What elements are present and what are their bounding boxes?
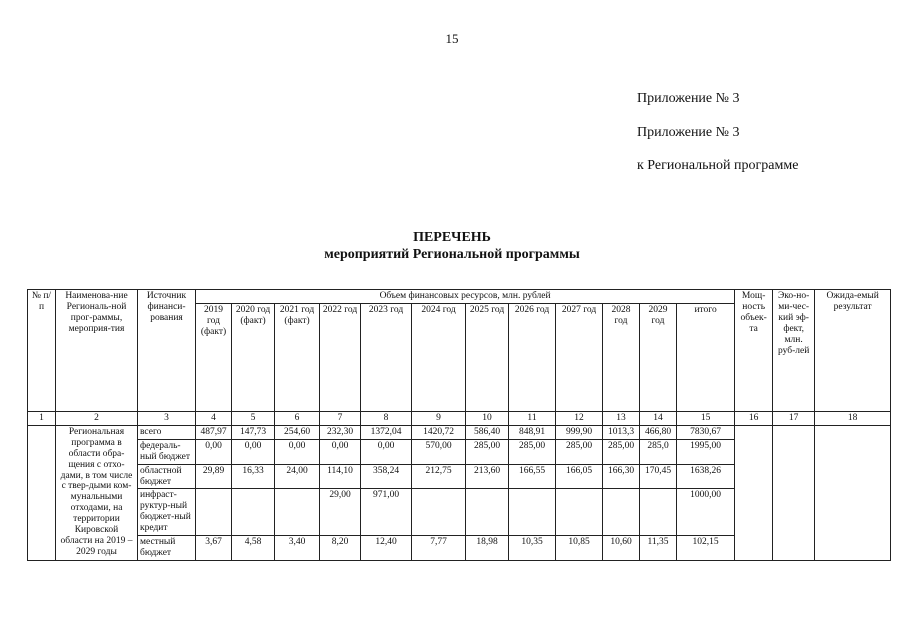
effect-cell <box>773 425 815 560</box>
year-value <box>640 489 677 536</box>
year-value: 3,67 <box>196 536 232 561</box>
header-total: итого <box>677 303 735 411</box>
column-number: 13 <box>603 411 640 425</box>
column-number: 3 <box>138 411 196 425</box>
column-number: 1 <box>28 411 56 425</box>
funding-source: областной бюджет <box>138 464 196 489</box>
column-number: 14 <box>640 411 677 425</box>
year-value: 24,00 <box>275 464 320 489</box>
header-year: 2028 год <box>603 303 640 411</box>
year-value: 166,30 <box>603 464 640 489</box>
year-value: 358,24 <box>361 464 412 489</box>
column-number: 6 <box>275 411 320 425</box>
year-value: 0,00 <box>232 439 275 464</box>
column-number: 7 <box>320 411 361 425</box>
column-number: 2 <box>56 411 138 425</box>
program-name: Региональная программа в области обра-щения с отхо-дами, в том числе с твер-дыми ком-мунальными отходами, на территории Кировской области на 2019 – 2029 годы <box>56 425 138 560</box>
year-value: 11,35 <box>640 536 677 561</box>
column-number: 10 <box>466 411 509 425</box>
year-value: 285,00 <box>466 439 509 464</box>
appendix-line-2: Приложение № 3 <box>637 125 740 140</box>
year-value: 147,73 <box>232 425 275 439</box>
year-value: 29,00 <box>320 489 361 536</box>
year-value: 166,55 <box>509 464 556 489</box>
year-value: 10,60 <box>603 536 640 561</box>
year-value: 1420,72 <box>412 425 466 439</box>
financing-table <box>27 289 891 561</box>
column-number: 17 <box>773 411 815 425</box>
appendix-line-1: Приложение № 3 <box>637 91 740 106</box>
header-capacity: Мощ-ность объек-та <box>735 290 773 412</box>
total-value: 1000,00 <box>677 489 735 536</box>
funding-source: федераль-ный бюджет <box>138 439 196 464</box>
total-value: 1995,00 <box>677 439 735 464</box>
year-value <box>466 489 509 536</box>
year-value <box>232 489 275 536</box>
year-value: 487,97 <box>196 425 232 439</box>
year-value: 999,90 <box>556 425 603 439</box>
page-number: 15 <box>445 31 459 46</box>
year-value <box>509 489 556 536</box>
year-value: 0,00 <box>320 439 361 464</box>
year-value: 3,40 <box>275 536 320 561</box>
column-number: 11 <box>509 411 556 425</box>
header-year: 2026 год <box>509 303 556 411</box>
funding-source: местный бюджет <box>138 536 196 561</box>
column-number: 12 <box>556 411 603 425</box>
header-year: 2025 год <box>466 303 509 411</box>
year-value: 4,58 <box>232 536 275 561</box>
year-value: 285,00 <box>556 439 603 464</box>
year-value: 848,91 <box>509 425 556 439</box>
year-value: 16,33 <box>232 464 275 489</box>
year-value: 0,00 <box>275 439 320 464</box>
year-value <box>196 489 232 536</box>
header-name: Наименова-ние Региональ-ной прог-раммы, мероприя-тия <box>56 290 138 412</box>
header-year: 2019 год (факт) <box>196 303 232 411</box>
header-year: 2020 год (факт) <box>232 303 275 411</box>
year-value: 8,20 <box>320 536 361 561</box>
year-value: 29,89 <box>196 464 232 489</box>
year-value: 570,00 <box>412 439 466 464</box>
year-value: 285,00 <box>509 439 556 464</box>
year-value: 285,00 <box>603 439 640 464</box>
year-value: 254,60 <box>275 425 320 439</box>
column-number: 15 <box>677 411 735 425</box>
year-value <box>603 489 640 536</box>
year-value: 1372,04 <box>361 425 412 439</box>
year-value: 232,30 <box>320 425 361 439</box>
year-value: 0,00 <box>196 439 232 464</box>
column-number: 5 <box>232 411 275 425</box>
header-source: Источник финанси-рования <box>138 290 196 412</box>
column-number: 4 <box>196 411 232 425</box>
result-cell <box>815 425 891 560</box>
year-value: 10,85 <box>556 536 603 561</box>
appendix-line-3: к Региональной программе <box>637 158 799 173</box>
header-year: 2021 год (факт) <box>275 303 320 411</box>
year-value: 10,35 <box>509 536 556 561</box>
document-subtitle: мероприятий Региональной программы <box>324 247 580 262</box>
year-value <box>412 489 466 536</box>
header-num: № п/п <box>28 290 56 412</box>
header-effect: Эко-но-ми-чес-кий эф-фект, млн. руб-лей <box>773 290 815 412</box>
document-title: ПЕРЕЧЕНЬ <box>413 230 491 245</box>
year-value: 12,40 <box>361 536 412 561</box>
year-value: 466,80 <box>640 425 677 439</box>
column-number: 16 <box>735 411 773 425</box>
total-value: 1638,26 <box>677 464 735 489</box>
year-value: 166,05 <box>556 464 603 489</box>
total-value: 7830,67 <box>677 425 735 439</box>
column-number: 8 <box>361 411 412 425</box>
year-value: 114,10 <box>320 464 361 489</box>
row-number-cell <box>28 425 56 560</box>
table-row <box>28 425 891 439</box>
header-result: Ожида-емый результат <box>815 290 891 412</box>
funding-source: инфраст-руктур-ный бюджет-ный кредит <box>138 489 196 536</box>
funding-source: всего <box>138 425 196 439</box>
total-value: 102,15 <box>677 536 735 561</box>
header-year: 2022 год <box>320 303 361 411</box>
year-value: 7,77 <box>412 536 466 561</box>
column-number: 18 <box>815 411 891 425</box>
year-value: 18,98 <box>466 536 509 561</box>
column-number: 9 <box>412 411 466 425</box>
year-value: 213,60 <box>466 464 509 489</box>
year-value <box>275 489 320 536</box>
year-value: 586,40 <box>466 425 509 439</box>
year-value: 971,00 <box>361 489 412 536</box>
header-volume: Объем финансовых ресурсов, млн. рублей <box>196 290 735 304</box>
year-value <box>556 489 603 536</box>
header-year: 2029 год <box>640 303 677 411</box>
header-year: 2024 год <box>412 303 466 411</box>
header-year: 2023 год <box>361 303 412 411</box>
year-value: 1013,3 <box>603 425 640 439</box>
year-value: 285,0 <box>640 439 677 464</box>
capacity-cell <box>735 425 773 560</box>
header-year: 2027 год <box>556 303 603 411</box>
year-value: 170,45 <box>640 464 677 489</box>
year-value: 0,00 <box>361 439 412 464</box>
year-value: 212,75 <box>412 464 466 489</box>
